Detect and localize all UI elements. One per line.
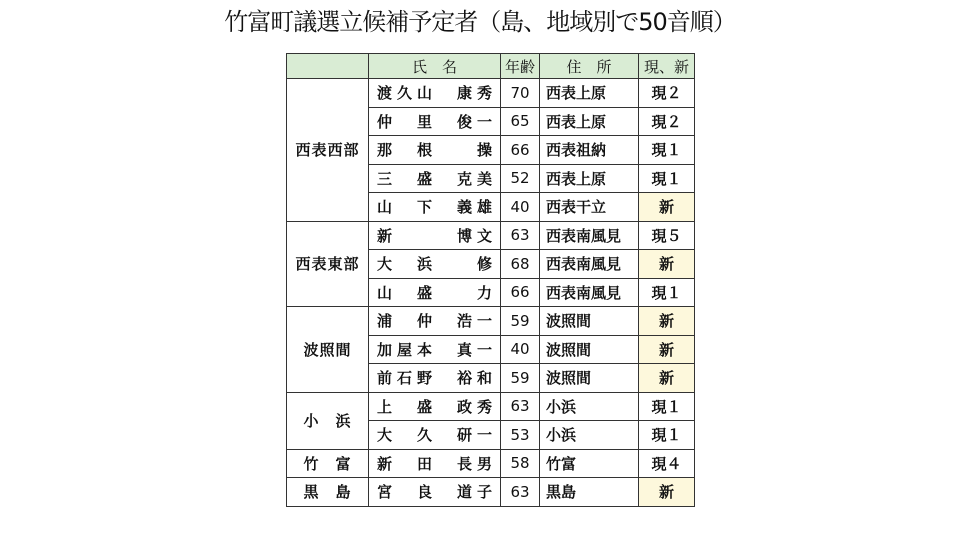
name-char: 盛: [417, 283, 433, 302]
name-char: 本: [417, 340, 433, 359]
address-cell: 西表南風見: [540, 221, 639, 250]
status-cell: 現１: [639, 421, 695, 450]
name-char: 力: [477, 283, 493, 302]
age-cell: 63: [501, 392, 540, 421]
candidate-name-cell: [369, 278, 501, 307]
name-char: 久: [397, 84, 413, 103]
candidate-name: [377, 139, 492, 160]
name-char: 石: [397, 369, 413, 388]
name-char: 真: [457, 340, 473, 359]
age-cell: 63: [501, 221, 540, 250]
age-cell: 68: [501, 250, 540, 279]
name-char: 山: [377, 283, 393, 302]
candidate-name: [377, 424, 492, 445]
name-char: 修: [477, 255, 493, 274]
candidate-name-cell: [369, 136, 501, 165]
name-char: 山: [377, 198, 393, 217]
candidate-name-cell: [369, 164, 501, 193]
address-cell: 西表祖納: [540, 136, 639, 165]
name-char: 康: [457, 84, 473, 103]
name-char: 研: [457, 426, 473, 445]
name-char: 上: [377, 397, 393, 416]
candidate-name: [377, 396, 492, 417]
candidate-name: [377, 253, 492, 274]
name-char: 秀: [477, 84, 493, 103]
address-cell: 西表上原: [540, 107, 639, 136]
area-cell: 西表西部: [287, 79, 369, 222]
name-char: 前: [377, 369, 393, 388]
status-cell: 新: [639, 307, 695, 336]
name-char: 渡: [377, 84, 393, 103]
status-cell: 現５: [639, 221, 695, 250]
status-cell: 現２: [639, 79, 695, 108]
name-char: 長: [457, 454, 473, 473]
area-cell: 西表東部: [287, 221, 369, 307]
status-cell: 現４: [639, 449, 695, 478]
header-name: 氏 名: [369, 54, 501, 79]
status-cell: 新: [639, 250, 695, 279]
header-age: 年齢: [501, 54, 540, 79]
candidate-name-cell: [369, 221, 501, 250]
name-char: 屋: [397, 340, 413, 359]
name-char: 那: [377, 141, 393, 160]
candidate-name: [377, 339, 492, 360]
candidate-name: [377, 196, 492, 217]
candidate-name: [377, 310, 492, 331]
candidate-name: [377, 282, 492, 303]
age-cell: 58: [501, 449, 540, 478]
table-row: [287, 307, 695, 336]
name-char: 男: [477, 454, 493, 473]
name-char: 雄: [477, 198, 493, 217]
name-char: 俊: [457, 112, 473, 131]
status-cell: 新: [639, 193, 695, 222]
name-char: 一: [477, 340, 493, 359]
name-char: 盛: [417, 397, 433, 416]
candidate-name-cell: [369, 449, 501, 478]
name-char: 新: [377, 454, 393, 473]
table-row: [287, 449, 695, 478]
name-char: 山: [417, 84, 433, 103]
candidate-name-cell: [369, 250, 501, 279]
name-char: 大: [377, 426, 393, 445]
name-char: 和: [477, 369, 493, 388]
address-cell: 小浜: [540, 392, 639, 421]
name-char: 宮: [377, 483, 393, 502]
address-cell: 小浜: [540, 421, 639, 450]
name-char: 一: [477, 426, 493, 445]
address-cell: 波照間: [540, 307, 639, 336]
name-char: 克: [457, 169, 473, 188]
area-cell: 波照間: [287, 307, 369, 393]
age-cell: 65: [501, 107, 540, 136]
name-char: 浦: [377, 312, 393, 331]
candidate-name: [377, 367, 492, 388]
name-char: 道: [457, 483, 473, 502]
name-char: 浩: [457, 312, 473, 331]
header-status: 現、新: [639, 54, 695, 79]
candidate-name: [377, 82, 492, 103]
table-row: [287, 221, 695, 250]
table-body: [287, 79, 695, 507]
address-cell: 西表上原: [540, 164, 639, 193]
name-char: 博: [457, 226, 473, 245]
name-char: 美: [477, 169, 493, 188]
name-char: 里: [417, 112, 433, 131]
address-cell: 黒島: [540, 478, 639, 507]
address-cell: 西表上原: [540, 79, 639, 108]
name-char: 加: [377, 340, 393, 359]
address-cell: 西表南風見: [540, 278, 639, 307]
table-row: [287, 392, 695, 421]
candidate-name-cell: [369, 79, 501, 108]
age-cell: 66: [501, 136, 540, 165]
area-cell: 小 浜: [287, 392, 369, 449]
area-cell: 竹 富: [287, 449, 369, 478]
name-char: 盛: [417, 169, 433, 188]
name-char: 仲: [417, 312, 433, 331]
name-char: 三: [377, 169, 393, 188]
candidate-name-cell: [369, 364, 501, 393]
candidate-name: [377, 453, 492, 474]
name-char: 政: [457, 397, 473, 416]
candidate-name: [377, 168, 492, 189]
address-cell: 西表干立: [540, 193, 639, 222]
status-cell: 現１: [639, 136, 695, 165]
status-cell: 現１: [639, 278, 695, 307]
address-cell: 波照間: [540, 335, 639, 364]
address-cell: 竹富: [540, 449, 639, 478]
name-char: 新: [377, 226, 393, 245]
age-cell: 59: [501, 307, 540, 336]
area-cell: 黒 島: [287, 478, 369, 507]
status-cell: 現１: [639, 392, 695, 421]
candidate-name-cell: [369, 478, 501, 507]
table-header-row: [287, 54, 695, 79]
age-cell: 40: [501, 335, 540, 364]
page-title: 竹富町議選立候補予定者（島、地域別で50音順）: [224, 8, 736, 36]
age-cell: 52: [501, 164, 540, 193]
name-char: 操: [477, 141, 493, 160]
candidate-name-cell: [369, 392, 501, 421]
name-char: 裕: [457, 369, 473, 388]
name-char: 仲: [377, 112, 393, 131]
name-char: 下: [417, 198, 433, 217]
candidate-name-cell: [369, 335, 501, 364]
age-cell: 70: [501, 79, 540, 108]
candidate-name-cell: [369, 107, 501, 136]
address-cell: 西表南風見: [540, 250, 639, 279]
name-char: 子: [477, 483, 493, 502]
name-char: 浜: [417, 255, 433, 274]
age-cell: 40: [501, 193, 540, 222]
name-char: 久: [417, 426, 433, 445]
status-cell: 新: [639, 364, 695, 393]
age-cell: 63: [501, 478, 540, 507]
candidate-name: [377, 111, 492, 132]
name-char: 野: [417, 369, 433, 388]
status-cell: 新: [639, 478, 695, 507]
candidate-name-cell: [369, 193, 501, 222]
candidate-name: [377, 225, 492, 246]
age-cell: 59: [501, 364, 540, 393]
candidate-table: [286, 53, 695, 507]
status-cell: 新: [639, 335, 695, 364]
name-char: 大: [377, 255, 393, 274]
candidate-name-cell: [369, 421, 501, 450]
age-cell: 53: [501, 421, 540, 450]
name-char: 文: [477, 226, 493, 245]
table-row: [287, 478, 695, 507]
name-char: 義: [457, 198, 473, 217]
name-char: 秀: [477, 397, 493, 416]
table-row: [287, 79, 695, 108]
name-char: 田: [417, 454, 433, 473]
name-char: 良: [417, 483, 433, 502]
status-cell: 現２: [639, 107, 695, 136]
header-address: 住 所: [540, 54, 639, 79]
name-char: 一: [477, 312, 493, 331]
candidate-name: [377, 481, 492, 502]
name-char: 根: [417, 141, 433, 160]
header-area: [287, 54, 369, 79]
age-cell: 66: [501, 278, 540, 307]
name-char: 一: [477, 112, 493, 131]
candidate-name-cell: [369, 307, 501, 336]
address-cell: 波照間: [540, 364, 639, 393]
status-cell: 現１: [639, 164, 695, 193]
